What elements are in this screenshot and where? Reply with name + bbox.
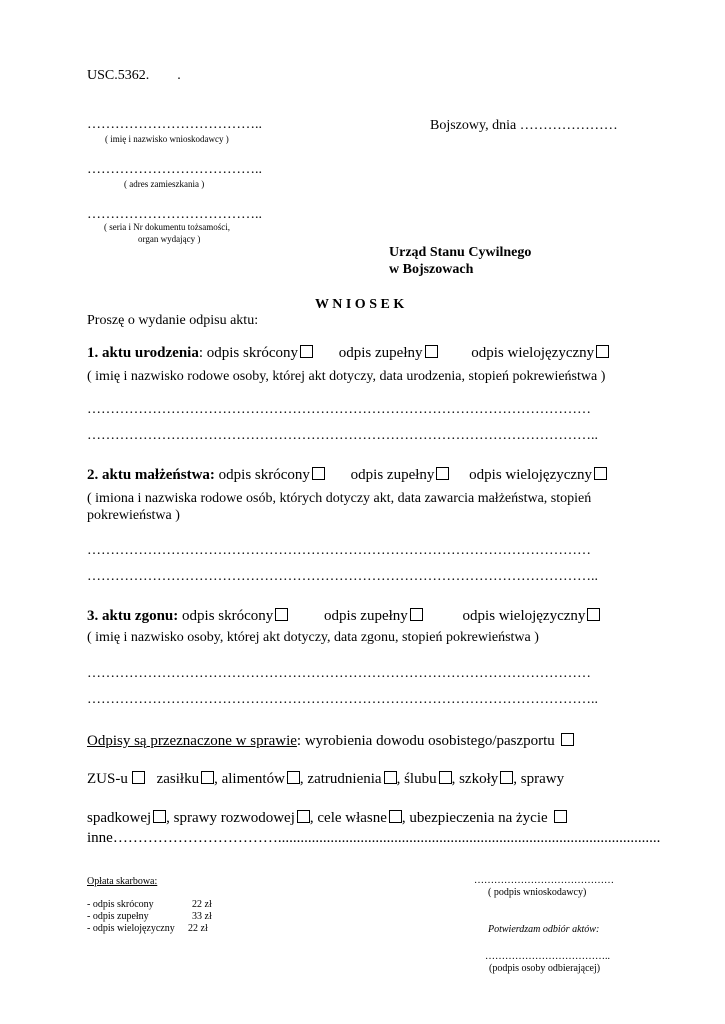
section-death-line-1: ………………………………………………………………………………………………	[87, 666, 591, 681]
purpose-other-line: inne……………………………......................................................................................................	[87, 830, 661, 846]
section-birth-line-2: ………………………………………………………………………………………………..	[87, 428, 598, 443]
place-date: Bojszowy, dnia …………………	[430, 118, 618, 133]
applicant-signature-line: ……………………………………	[474, 875, 614, 886]
section-marriage-hint-2: pokrewieństwa )	[87, 508, 180, 523]
receiver-signature-line: ………………………………..	[485, 951, 610, 962]
birth-multilingual-copy-checkbox[interactable]	[596, 345, 609, 358]
section-marriage-line-1: ………………………………………………………………………………………………	[87, 543, 591, 558]
section-death-hint: ( imię i nazwisko osoby, której akt dotyczy, data zgonu, stopień pokrewieństwa )	[87, 630, 539, 645]
section-marriage-options: 2. aktu małżeństwa: odpis skrócony odpis zupełny odpis wielojęzyczny	[87, 467, 607, 484]
request-intro: Proszę o wydanie odpisu aktu:	[87, 313, 259, 328]
section-marriage-heading: 2. aktu małżeństwa:	[87, 467, 215, 483]
birth-short-copy-checkbox[interactable]	[300, 345, 313, 358]
fee-row-short: - odpis skrócony 22 zł	[87, 899, 212, 910]
purpose-alimony-checkbox[interactable]	[287, 771, 300, 784]
receipt-confirmation: Potwierdzam odbiór aktów:	[488, 924, 600, 935]
fees-heading: Opłata skarbowa:	[87, 876, 158, 887]
office-name: Urząd Stanu Cywilnego	[389, 245, 532, 260]
fee-row-full: - odpis zupełny 33 zł	[87, 911, 212, 922]
receiver-signature-caption: (podpis osoby odbierającej)	[489, 963, 601, 974]
section-death-heading: 3. aktu zgonu:	[87, 608, 179, 624]
fee-row-multilingual: - odpis wielojęzyczny 22 zł	[87, 923, 208, 934]
purpose-label: Odpisy są przeznaczone w sprawie	[87, 733, 297, 749]
reference-number: USC.5362. .	[87, 68, 181, 83]
id-document-caption-2: organ wydający )	[138, 234, 201, 244]
death-full-copy-checkbox[interactable]	[410, 608, 423, 621]
purpose-employment-checkbox[interactable]	[384, 771, 397, 784]
document-title: W N I O S E K	[315, 297, 405, 312]
applicant-name-line: ………………………………..	[87, 117, 262, 132]
section-birth-hint: ( imię i nazwisko rodowe osoby, której akt dotyczy, data urodzenia, stopień pokrewieństwa )	[87, 369, 606, 384]
purpose-row-1: Odpisy są przeznaczone w sprawie: wyrobienia dowodu osobistego/paszportu	[87, 733, 574, 750]
death-multilingual-copy-checkbox[interactable]	[587, 608, 600, 621]
purpose-wedding-checkbox[interactable]	[439, 771, 452, 784]
purpose-allowance-checkbox[interactable]	[201, 771, 214, 784]
marriage-short-copy-checkbox[interactable]	[312, 467, 325, 480]
section-death-line-2: ………………………………………………………………………………………………..	[87, 692, 598, 707]
office-location: w Bojszowach	[389, 262, 474, 277]
address-line: ………………………………..	[87, 162, 262, 177]
applicant-signature-caption: ( podpis wnioskodawcy)	[488, 887, 587, 898]
purpose-school-checkbox[interactable]	[500, 771, 513, 784]
purpose-id-passport-checkbox[interactable]	[561, 733, 574, 746]
purpose-divorce-checkbox[interactable]	[297, 810, 310, 823]
section-marriage-line-2: ………………………………………………………………………………………………..	[87, 569, 598, 584]
section-birth-line-1: ………………………………………………………………………………………………	[87, 402, 591, 417]
section-birth-heading: 1. aktu urodzenia	[87, 345, 199, 361]
death-short-copy-checkbox[interactable]	[275, 608, 288, 621]
id-document-caption-1: ( seria i Nr dokumentu tożsamości,	[104, 222, 230, 232]
applicant-name-caption: ( imię i nazwisko wnioskodawcy )	[105, 134, 229, 144]
birth-full-copy-checkbox[interactable]	[425, 345, 438, 358]
purpose-row-3: spadkowej , sprawy rozwodowej , cele własne , ubezpieczenia na życie	[87, 810, 567, 827]
id-document-line: ………………………………..	[87, 207, 262, 222]
marriage-multilingual-copy-checkbox[interactable]	[594, 467, 607, 480]
purpose-inheritance-checkbox[interactable]	[153, 810, 166, 823]
section-death-options: 3. aktu zgonu: odpis skrócony odpis zupełny odpis wielojęzyczny	[87, 608, 600, 625]
purpose-life-insurance-checkbox[interactable]	[554, 810, 567, 823]
purpose-row-2: ZUS-u zasiłku , alimentów , zatrudnienia , ślubu , szkoły , sprawy	[87, 771, 565, 787]
purpose-zus-checkbox[interactable]	[132, 771, 145, 784]
section-marriage-hint-1: ( imiona i nazwiska rodowe osób, których dotyczy akt, data zawarcia małżeństwa, stopień	[87, 491, 592, 506]
address-caption: ( adres zamieszkania )	[124, 179, 205, 189]
marriage-full-copy-checkbox[interactable]	[436, 467, 449, 480]
purpose-own-purposes-checkbox[interactable]	[389, 810, 402, 823]
section-birth-options: 1. aktu urodzenia: odpis skrócony odpis zupełny odpis wielojęzyczny	[87, 345, 609, 362]
